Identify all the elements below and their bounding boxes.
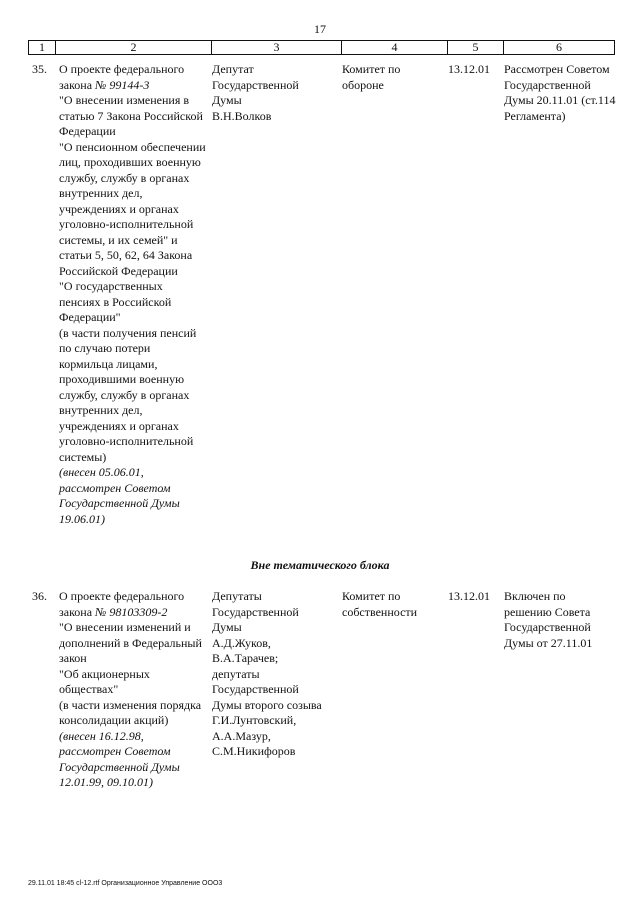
column-header-6: 6 — [504, 41, 615, 55]
column-header-2: 2 — [56, 41, 212, 55]
column-header-3: 3 — [212, 41, 342, 55]
review-date: 13.12.01 — [448, 62, 490, 76]
bill-title-prefix: О проекте федерального закона — [59, 62, 185, 92]
bill-author: Депутаты Государственной Думы А.Д.Жуков, В.А.Тарачев; депутаты Государственной Думы второго созыва Г.И.Лунтовский, А.А.Мазур, С.М.Никифоров — [212, 589, 322, 758]
bill-title — [59, 62, 207, 527]
bill-history: (внесен 05.06.01, рассмотрен Советом Государственной Думы 19.06.01) — [59, 465, 180, 526]
bill-title-body: "О внесении изменения в статью 7 Закона Российской Федерации "О пенсионном обеспечении лиц, проходивших военную службу, службу в органах внутренних дел, учреждениях и органах уголовно-исполнительной системы, и их семей" и статьи 5, 50, 62, 64 Закона Российской Федерации "О государственных пенсиях в Российской Федерации" (в части получения пенсий по случаю потери кормильца лицами, проходившими военную службу, службу в органах внутренних дел, учреждениях и органах уголовно-исполнительной системы) — [59, 93, 206, 464]
row-number: 36. — [32, 589, 47, 603]
bill-title-body: "О внесении изменений и дополнений в Федеральный закон "Об акционерных обществах" (в части изменения порядка консолидации акций) — [59, 620, 202, 727]
column-header-4: 4 — [342, 41, 448, 55]
bill-history: (внесен 16.12.98, рассмотрен Советом Государственной Думы 12.01.99, 09.10.01) — [59, 728, 180, 789]
column-number-header — [28, 40, 615, 55]
committee: Комитет по обороне — [342, 62, 401, 92]
bill-title — [59, 589, 207, 791]
row-number: 35. — [32, 62, 47, 76]
column-header-5: 5 — [448, 41, 504, 55]
bill-number: № 98103309-2 — [95, 604, 168, 619]
bill-title-prefix: О проекте федерального закона — [59, 589, 185, 619]
bill-status: Включен по решению Совета Государственной Думы от 27.11.01 — [504, 589, 593, 650]
committee: Комитет по собственности — [342, 589, 418, 619]
review-date: 13.12.01 — [448, 589, 490, 603]
page-number: 17 — [314, 22, 326, 36]
bill-status: Рассмотрен Советом Государственной Думы 20.11.01 (ст.114 Регламента) — [504, 62, 616, 123]
section-heading: Вне тематического блока — [250, 558, 390, 572]
bill-author: Депутат Государственной Думы В.Н.Волков — [212, 62, 299, 123]
bill-number: № 99144-3 — [95, 77, 150, 92]
document-footer: 29.11.01 18:45 cl-12.rtf Организационное Управление ООО3 — [28, 880, 223, 887]
column-header-1: 1 — [29, 41, 56, 55]
